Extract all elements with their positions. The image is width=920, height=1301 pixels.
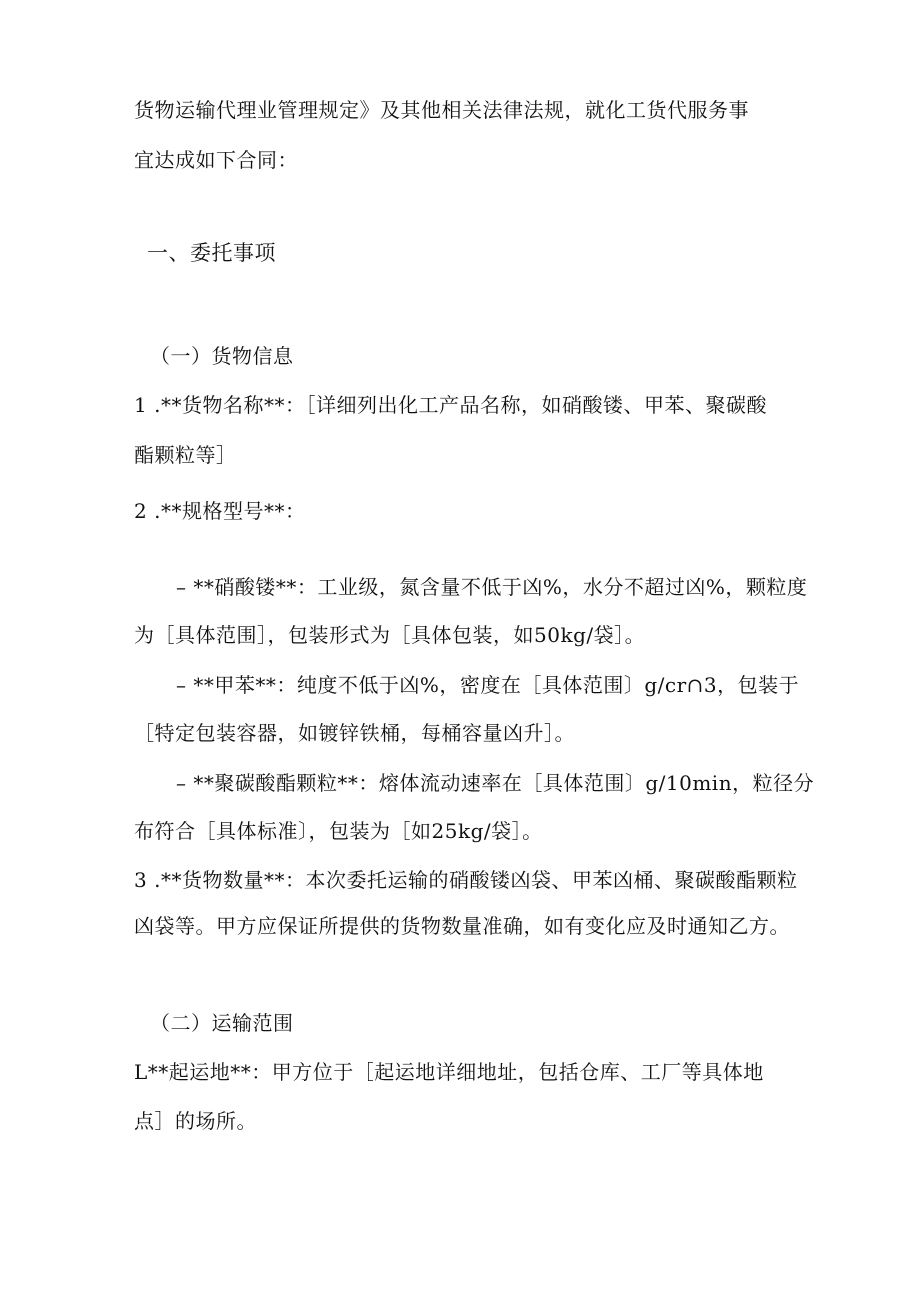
item-3-line-1: 3 .**货物数量**：本次委托运输的硝酸镂凶袋、甲苯凶桶、聚碳酸酯颗粒 [134, 868, 798, 892]
intro-line-2: 宜达成如下合同： [134, 148, 298, 172]
section-1-heading: 一、委托事项 [147, 241, 276, 265]
item-2-line: 2 .**规格型号**： [134, 499, 306, 523]
spec-2-line-1: – **甲苯**：纯度不低于凶%，密度在［具体范围〕g/cr∩3，包装于 [176, 673, 800, 697]
subsection-2-heading: （二）运输范围 [150, 1011, 294, 1035]
spec-1-line-2: 为［具体范围］，包装形式为［具体包装，如50kg/袋］。 [134, 623, 646, 647]
spec-3-line-1: – **聚碳酸酯颗粒**：熔体流动速率在［具体范围〕g/10min，粒径分 [176, 771, 815, 795]
transport-item-1-line-1: L**起运地**：甲方位于［起运地详细地址，包括仓库、工厂等具体地 [134, 1060, 764, 1084]
item-1-line-1: 1 .**货物名称**：［详细列出化工产品名称，如硝酸镂、甲苯、聚碳酸 [134, 393, 767, 417]
intro-line-1: 货物运输代理业管理规定》及其他相关法律法规，就化工货代服务事 [134, 98, 749, 122]
transport-item-1-line-2: 点］的场所。 [134, 1109, 257, 1133]
item-1-line-2: 酯颗粒等］ [134, 443, 237, 467]
spec-2-line-2: ［特定包装容器，如镀锌铁桶，每桶容量凶升］。 [134, 721, 575, 745]
item-3-line-2: 凶袋等。甲方应保证所提供的货物数量准确，如有变化应及时通知乙方。 [134, 914, 790, 938]
subsection-1-heading: （一）货物信息 [150, 344, 294, 368]
spec-3-line-2: 布符合［具体标准〕，包装为［如25kg/袋］。 [134, 819, 543, 843]
spec-1-line-1: – **硝酸镂**：工业级，氮含量不低于凶%，水分不超过凶%，颗粒度 [176, 575, 808, 599]
